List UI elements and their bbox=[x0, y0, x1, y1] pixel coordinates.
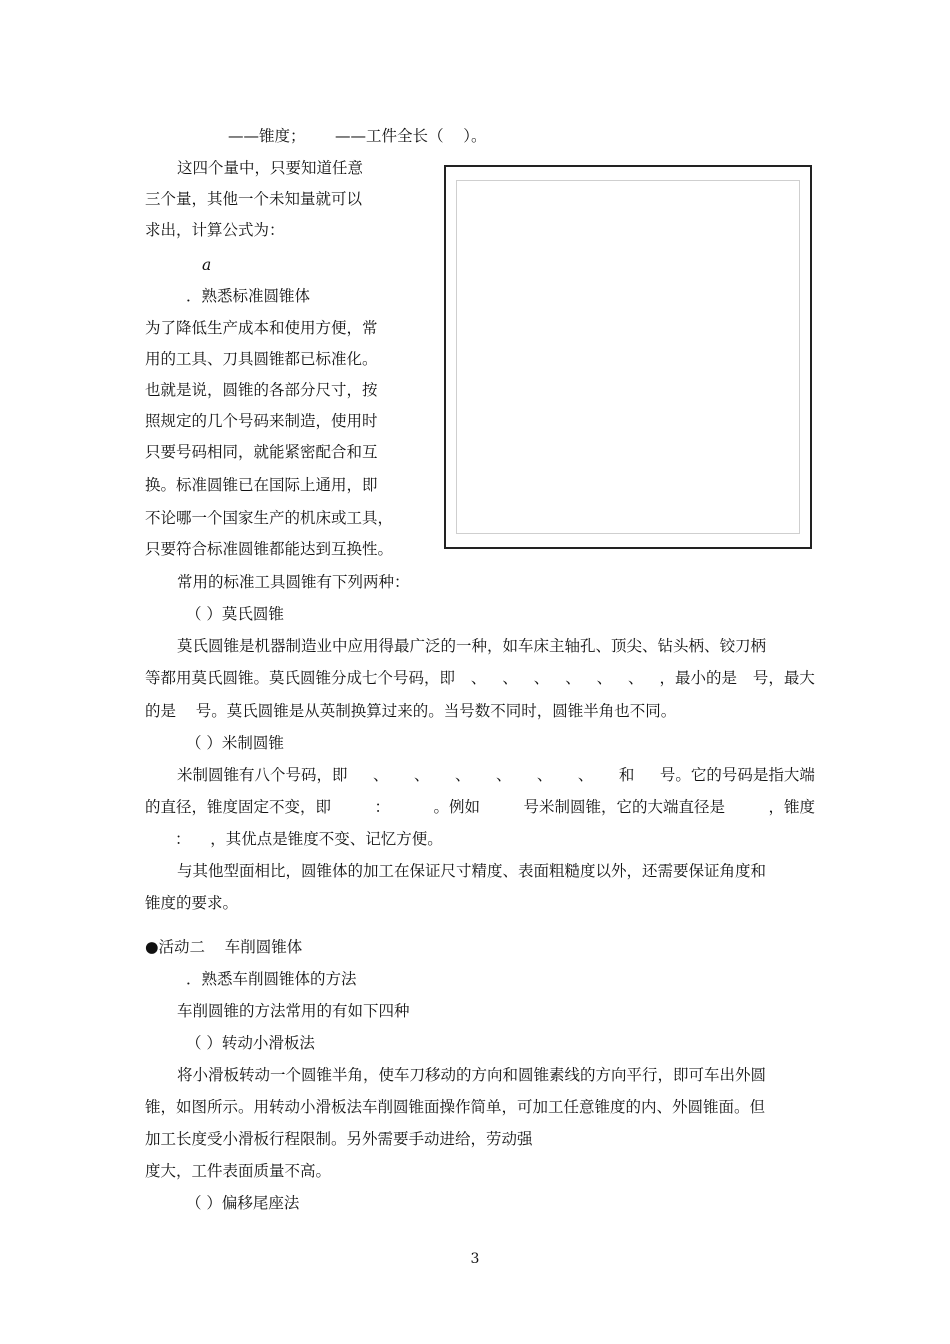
metric-heading: （ ）米制圆锥 bbox=[186, 734, 284, 752]
method1-line-1: 将小滑板转动一个圆锥半角，使车刀移动的方向和圆锥素线的方向平行，即可车出外圆 bbox=[177, 1066, 767, 1084]
paragraph-line: 照规定的几个号码来制造，使用时 bbox=[145, 412, 378, 430]
text-segment: 、 bbox=[470, 669, 487, 687]
morse-line-3: 的是 号。莫氏圆锥是从英制换算过来的。当号数不同时，圆锥半角也不同。 bbox=[145, 702, 677, 720]
text-segment: 、 bbox=[413, 766, 430, 784]
paragraph-line: 不论哪一个国家生产的机床或工具， bbox=[145, 509, 394, 527]
text-segment: 、 bbox=[372, 766, 389, 784]
text-segment: 号，最大 bbox=[752, 669, 815, 687]
intro-line-2: 三个量，其他一个未知量就可以 bbox=[145, 190, 363, 208]
method1-heading: （ ）转动小滑板法 bbox=[186, 1034, 315, 1052]
figure-image-area bbox=[456, 180, 800, 534]
text-segment: 等都用莫氏圆锥。莫氏圆锥分成七个号码，即 bbox=[145, 669, 456, 687]
paragraph-line: 为了降低生产成本和使用方便，常 bbox=[145, 319, 378, 337]
text-segment: 号米制圆锥，它的大端直径是 bbox=[523, 798, 725, 816]
text-segment: 、 bbox=[533, 669, 550, 687]
compare-line-1: 与其他型面相比，圆锥体的加工在保证尺寸精度、表面粗糙度以外，还需要保证角度和 bbox=[177, 862, 767, 880]
figure-frame bbox=[444, 165, 812, 549]
method1-line-4: 度大，工件表面质量不高。 bbox=[145, 1162, 332, 1180]
text-segment: 号。它的号码是指大端 bbox=[659, 766, 815, 784]
method1-line-2: 锥，如图所示。用转动小滑板法车削圆锥面操作简单，可加工任意锥度的内、外圆锥面。但 bbox=[145, 1098, 766, 1116]
text-segment: 、 bbox=[454, 766, 471, 784]
intro-line-3: 求出，计算公式为： bbox=[145, 221, 285, 239]
four-methods-line: 车削圆锥的方法常用的有如下四种 bbox=[177, 1002, 410, 1020]
paragraph-line: 只要号码相同，就能紧密配合和互 bbox=[145, 443, 378, 461]
text-segment: ，最小的是 bbox=[659, 669, 737, 687]
top-line: ——锥度； ——工件全长（ ）。 bbox=[228, 127, 487, 145]
two-kinds-line: 常用的标准工具圆锥有下列两种： bbox=[177, 573, 410, 591]
formula-symbol: a bbox=[202, 256, 212, 274]
method2-heading: （ ）偏移尾座法 bbox=[186, 1194, 300, 1212]
text-segment: ，锥度 bbox=[768, 798, 815, 816]
intro-line-1: 这四个量中，只要知道任意 bbox=[177, 159, 364, 177]
text-segment: 、 bbox=[565, 669, 581, 687]
text-segment: 、 bbox=[577, 766, 594, 784]
text-segment: 、 bbox=[536, 766, 553, 784]
morse-heading: （ ）莫氏圆锥 bbox=[186, 605, 284, 623]
method1-line-3: 加工长度受小滑板行程限制。另外需要手动进给，劳动强 bbox=[145, 1130, 533, 1148]
paragraph-line: 只要符合标准圆锥都能达到互换性。 bbox=[145, 540, 394, 558]
text-segment: ： bbox=[374, 798, 390, 816]
metric-line-1 bbox=[177, 765, 815, 785]
text-segment: 的直径，锥度固定不变，即 bbox=[145, 798, 332, 816]
text-segment: 米制圆锥有八个号码，即 bbox=[177, 766, 348, 784]
compare-line-2: 锥度的要求。 bbox=[145, 894, 239, 912]
morse-line-1: 莫氏圆锥是机器制造业中应用得最广泛的一种，如车床主轴孔、顶尖、钻头柄、铰刀柄 bbox=[177, 637, 767, 655]
page-number: 3 bbox=[470, 1251, 480, 1267]
paragraph-line: 用的工具、刀具圆锥都已标准化。 bbox=[145, 350, 378, 368]
text-segment: 、 bbox=[495, 766, 512, 784]
paragraph-line: 换。标准圆锥已在国际上通用，即 bbox=[145, 476, 378, 494]
text-segment: 、 bbox=[502, 669, 518, 687]
section-heading-turning-methods: ．熟悉车削圆锥体的方法 bbox=[186, 970, 357, 988]
text-segment: 。例如 bbox=[433, 798, 480, 816]
text-segment: 、 bbox=[596, 669, 613, 687]
text-segment: 和 bbox=[618, 766, 635, 784]
text-segment: 、 bbox=[628, 669, 644, 687]
section-heading-standard-cone: ．熟悉标准圆锥体 bbox=[186, 287, 311, 305]
activity-heading: ●活动二 车削圆锥体 bbox=[145, 938, 303, 956]
morse-line-2 bbox=[145, 668, 815, 688]
paragraph-line: 也就是说，圆锥的各部分尺寸，按 bbox=[145, 381, 378, 399]
metric-line-2 bbox=[145, 797, 815, 817]
metric-line-3: ： ，其优点是锥度不变、记忆方便。 bbox=[175, 830, 443, 848]
